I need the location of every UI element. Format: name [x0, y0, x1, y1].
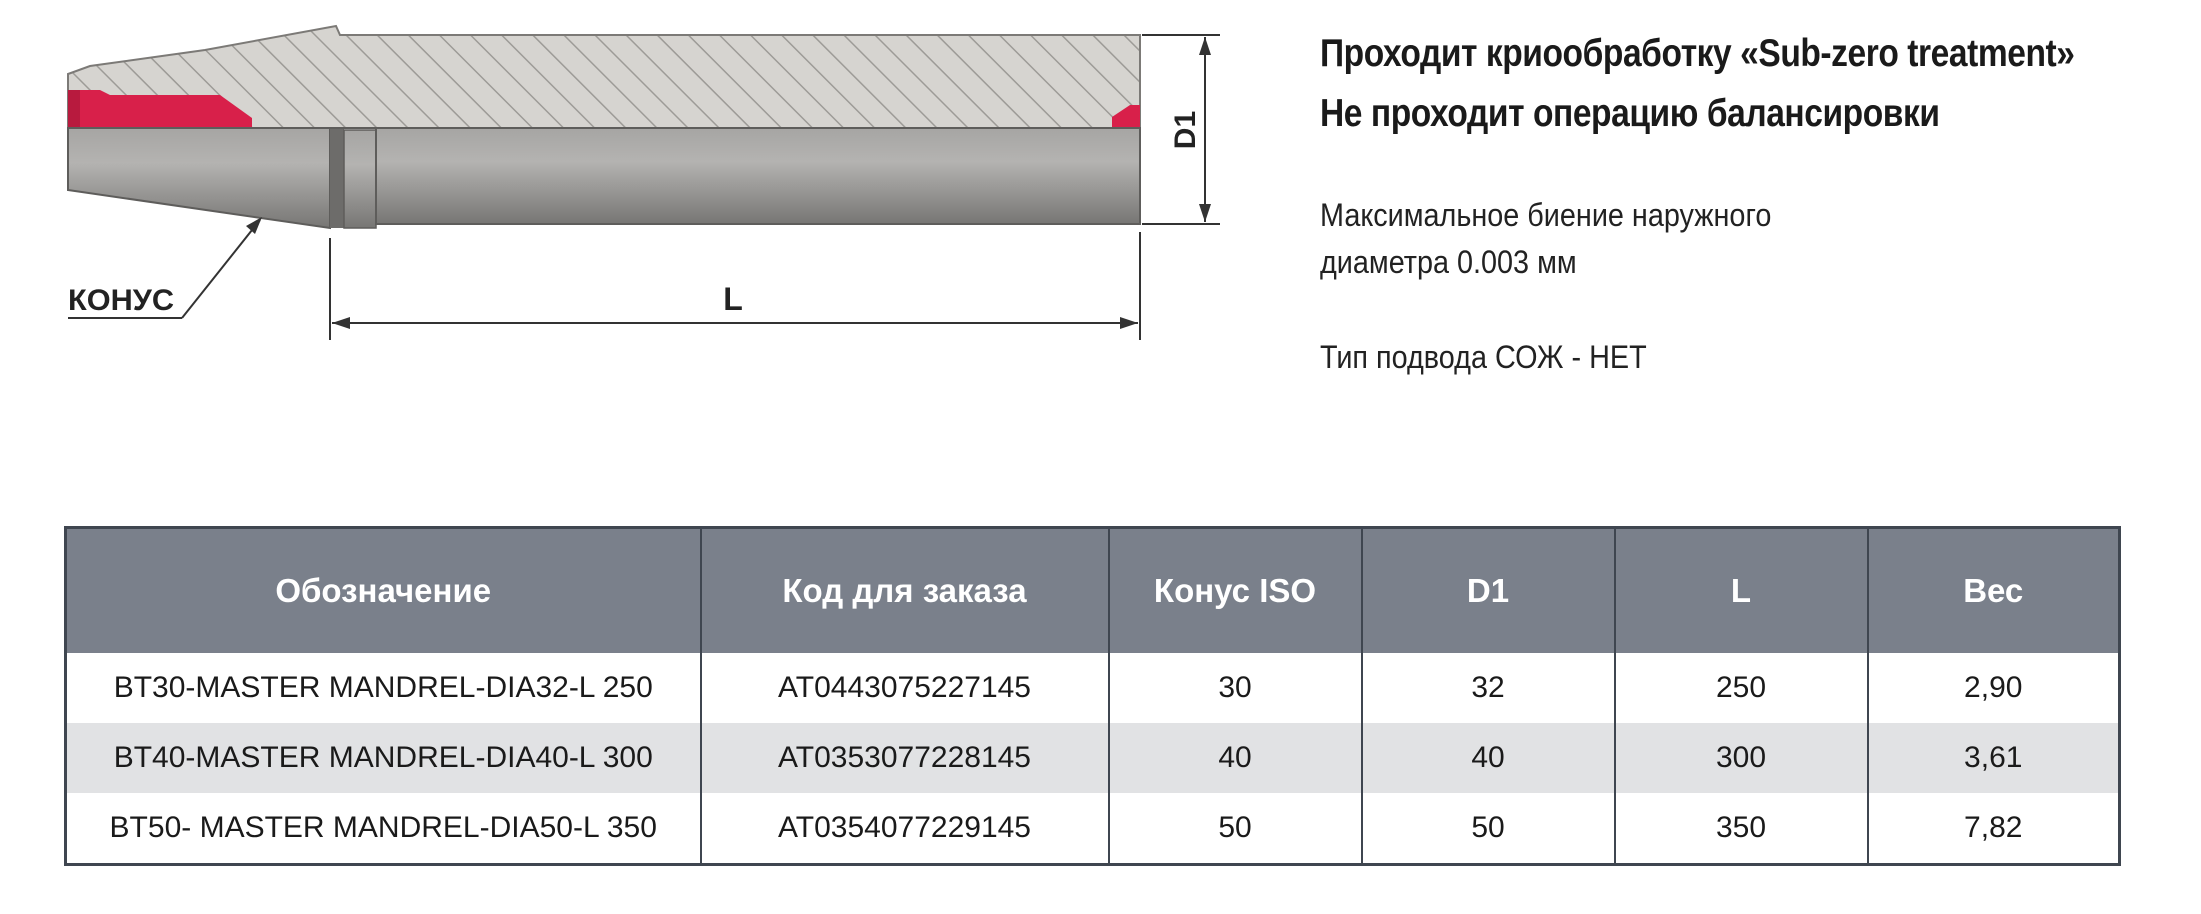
table-header-row [66, 528, 2120, 654]
taper-leader [68, 217, 262, 318]
header-l: L [1615, 528, 1868, 654]
cell-weight: 2,90 [1868, 653, 2120, 723]
mandrel-body [68, 128, 1140, 228]
cell-designation: BT40-MASTER MANDREL-DIA40-L 300 [66, 723, 701, 793]
cell-order-code: AT0443075227145 [701, 653, 1109, 723]
cell-iso-taper: 40 [1109, 723, 1362, 793]
runout-line-1: Максимальное биение наружного [1320, 197, 1772, 233]
dimension-d1-label: D1 [1169, 110, 1202, 150]
table-row [66, 653, 2120, 723]
runout-line-2: диаметра 0.003 мм [1320, 244, 1577, 280]
cell-designation: BT30-MASTER MANDREL-DIA32-L 250 [66, 653, 701, 723]
header-iso-taper: Конус ISO [1109, 528, 1362, 654]
cell-weight: 7,82 [1868, 793, 2120, 865]
cell-iso-taper: 30 [1109, 653, 1362, 723]
coolant-type: Тип подвода СОЖ - НЕТ [1320, 339, 1647, 375]
taper-label: КОНУС [68, 284, 174, 317]
cell-d1: 50 [1362, 793, 1615, 865]
cell-order-code: AT0354077229145 [701, 793, 1109, 865]
table-row [66, 793, 2120, 865]
mandrel-drawing [40, 10, 1240, 350]
info-block [1320, 24, 2180, 381]
cell-l: 250 [1615, 653, 1868, 723]
dimension-d1 [1142, 35, 1220, 224]
dimension-l [330, 232, 1140, 340]
dimension-l-label: L [723, 281, 743, 317]
headline-balancing: Не проходит операцию балансировки [1320, 92, 1940, 135]
cell-order-code: AT0353077228145 [701, 723, 1109, 793]
cell-l: 350 [1615, 793, 1868, 865]
header-d1: D1 [1362, 528, 1615, 654]
cell-d1: 40 [1362, 723, 1615, 793]
spec-table [64, 526, 2121, 866]
table-row [66, 723, 2120, 793]
header-weight: Вес [1868, 528, 2120, 654]
header-designation: Обозначение [66, 528, 701, 654]
cell-l: 300 [1615, 723, 1868, 793]
cell-weight: 3,61 [1868, 723, 2120, 793]
header-order-code: Код для заказа [701, 528, 1109, 654]
cell-designation: BT50- MASTER MANDREL-DIA50-L 350 [66, 793, 701, 865]
cell-d1: 32 [1362, 653, 1615, 723]
headline-sub-zero: Проходит криообработку «Sub-zero treatment» [1320, 32, 2075, 75]
cell-iso-taper: 50 [1109, 793, 1362, 865]
